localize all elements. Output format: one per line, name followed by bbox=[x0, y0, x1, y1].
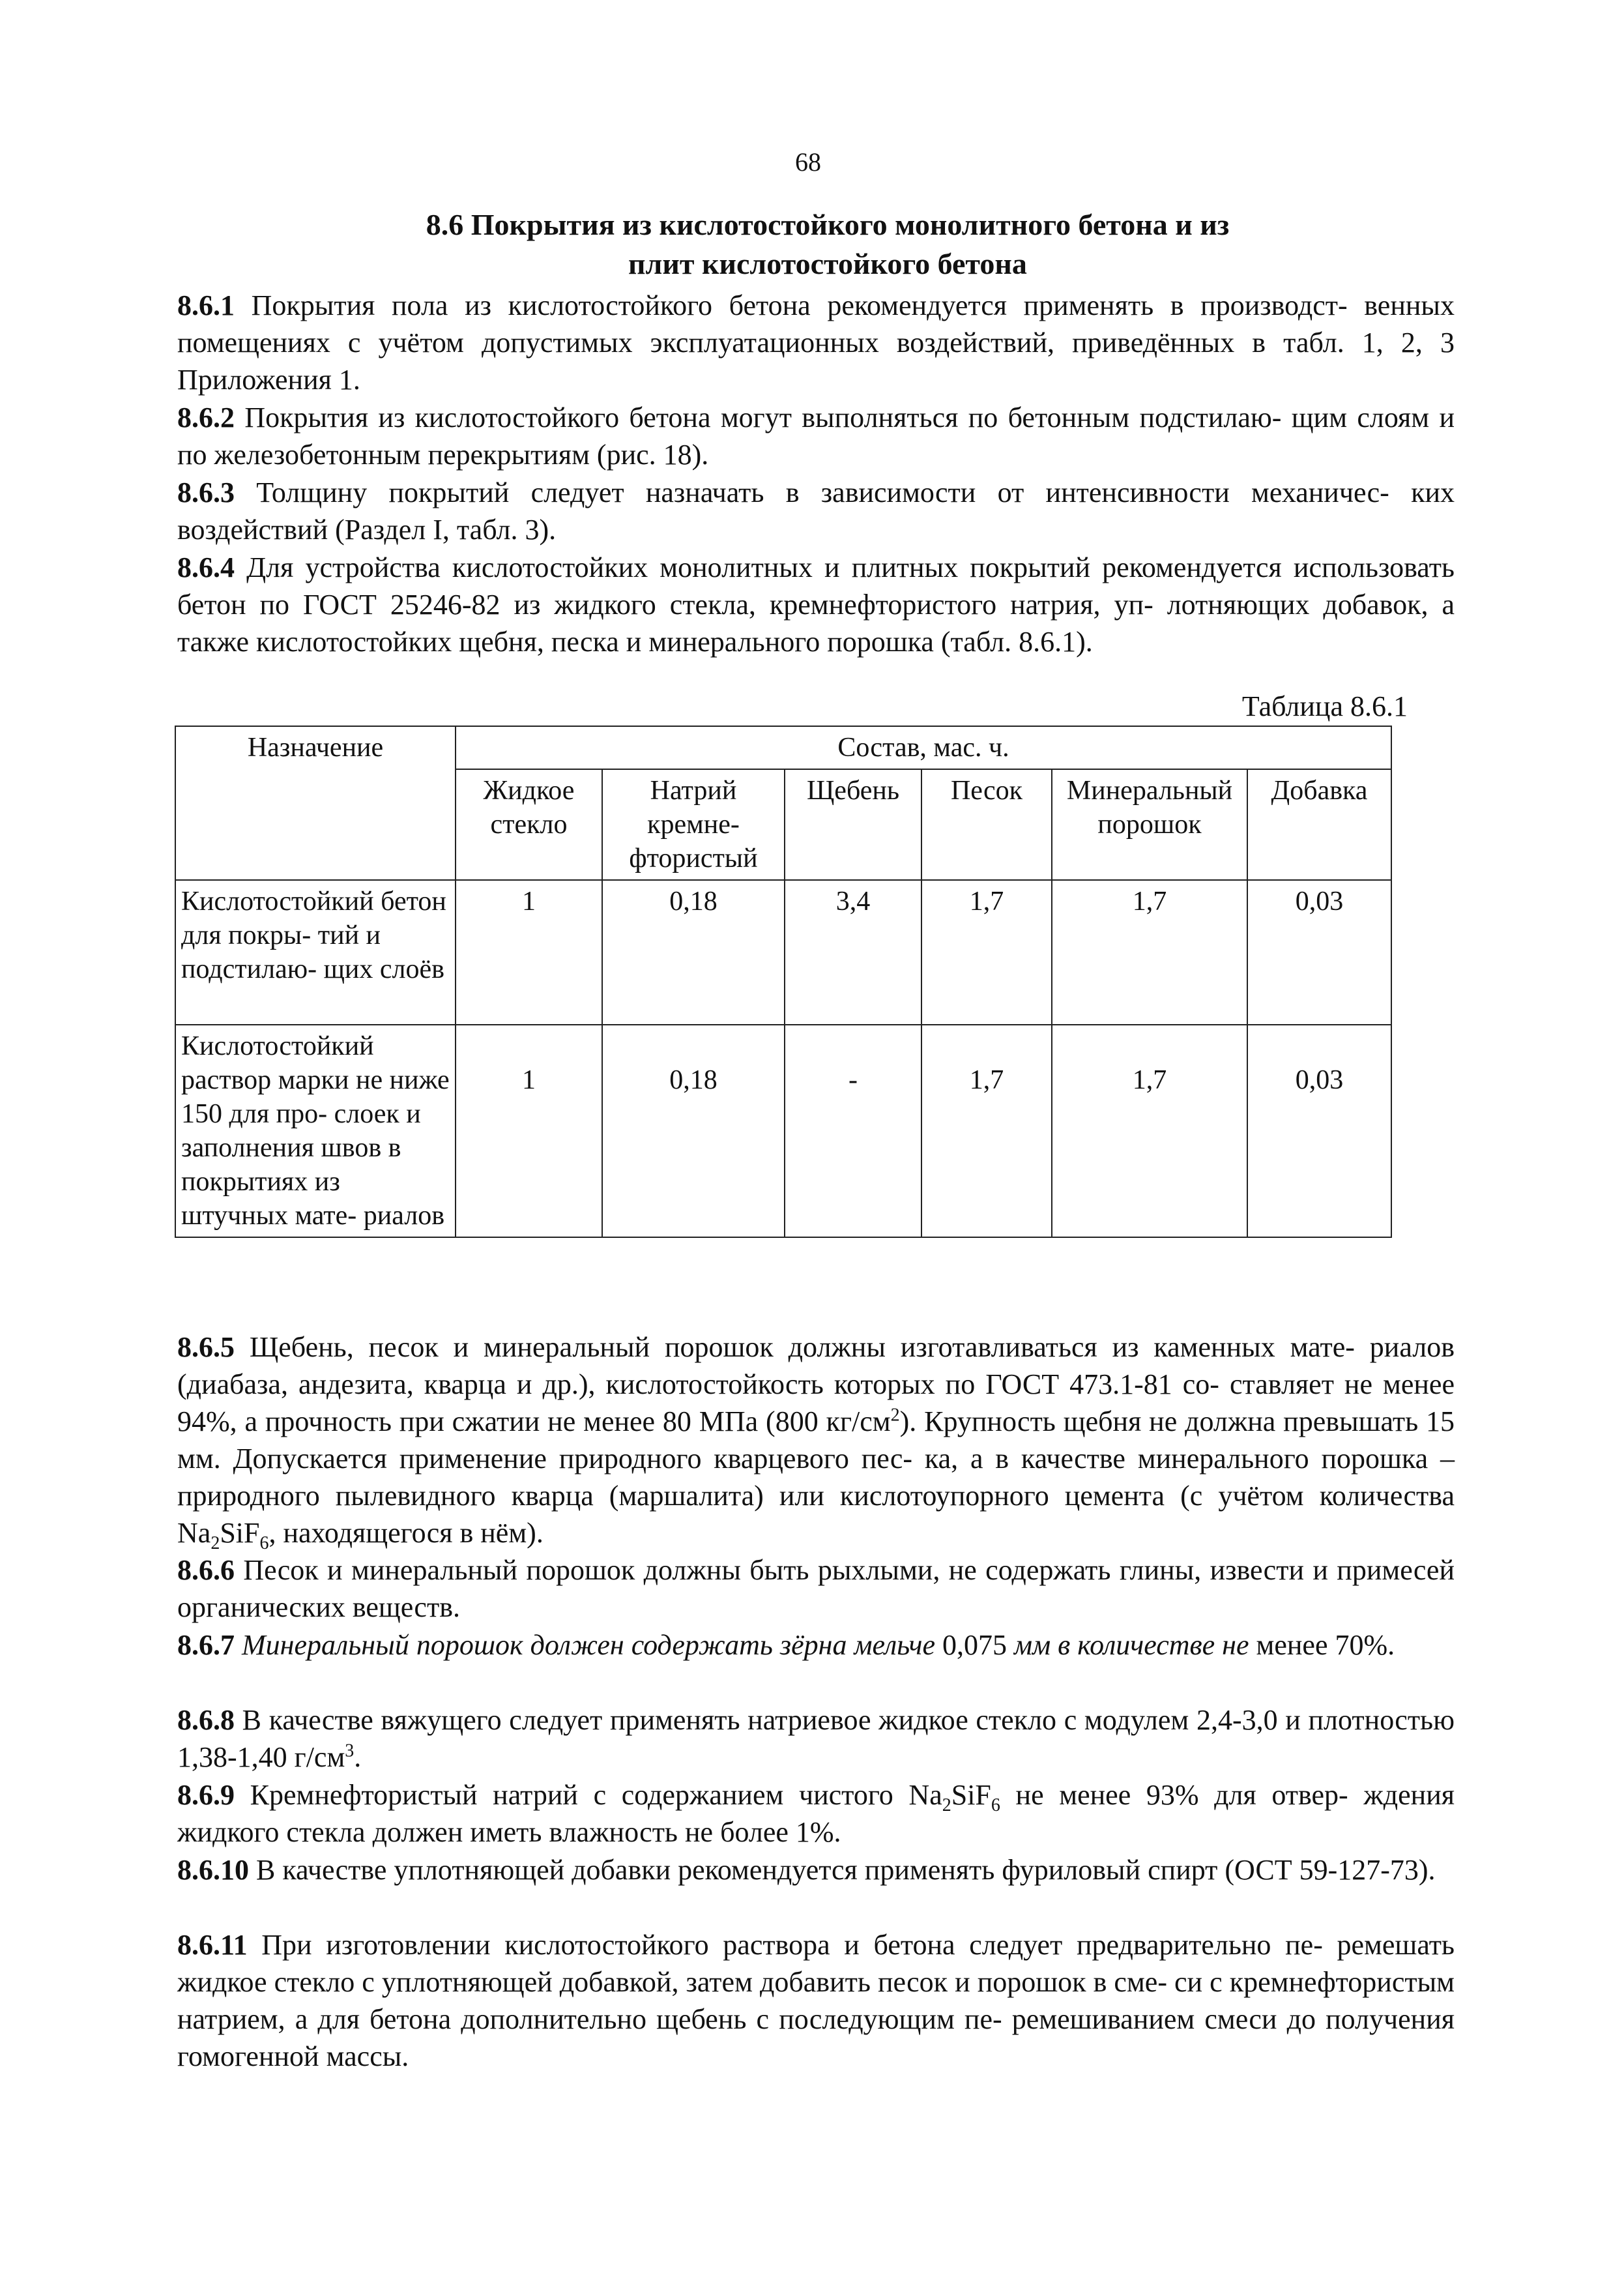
composition-table bbox=[175, 726, 1392, 1238]
cell-value: 1,7 bbox=[921, 1025, 1052, 1237]
header-sand: Песок bbox=[921, 769, 1052, 880]
paragraph-text: При изготовлении кислотостойкого раствора и бетона следует предварительно пе- ремешать жидкое стекло с уплотняющей добавкой, затем добавить песок и порошок в сме- си с кремнефтористым натрием, а для бетона дополнительно щебень с последующим пе- ремешиванием смеси до получения гомогенной массы. bbox=[177, 1929, 1455, 2072]
section-title-line-2: плит кислотостойкого бетона bbox=[628, 247, 1027, 280]
header-composition: Состав, мас. ч. bbox=[456, 726, 1391, 769]
paragraph-8-6-7: 8.6.7 Минеральный порошок должен содержать зёрна мельче 0,075 мм в количестве не менее 70%. bbox=[177, 1629, 1395, 1661]
row-purpose: Кислотостойкий бетон для покры- тий и подстилаю- щих слоёв bbox=[175, 880, 456, 1025]
header-sodium-fluorosilicate: Натрий кремне- фтористый bbox=[602, 769, 785, 880]
cell-value: 0,18 bbox=[602, 1025, 785, 1237]
cell-value: 1 bbox=[456, 1025, 602, 1237]
cell-value: - bbox=[785, 1025, 921, 1237]
paragraph-number: 8.6.3 bbox=[177, 477, 235, 508]
paragraph-8-6-8: 8.6.8 В качестве вяжущего следует применять натриевое жидкое стекло с модулем 2,4-3,0 и плотностью 1,38-1,40 $г/см^3$. bbox=[177, 1704, 1455, 1773]
paragraph-8-6-3 bbox=[177, 474, 1455, 548]
paragraph-8-6-10 bbox=[177, 1851, 1455, 1888]
paragraph-number: 8.6.10 bbox=[177, 1854, 249, 1886]
header-mineral-powder: Минеральный порошок bbox=[1052, 769, 1247, 880]
cell-value: 0,03 bbox=[1247, 880, 1391, 1025]
cell-value: 1,7 bbox=[1052, 1025, 1247, 1237]
table-row bbox=[175, 880, 1391, 1025]
header-crushed-stone: Щебень bbox=[785, 769, 921, 880]
paragraph-number: 8.6.11 bbox=[177, 1929, 248, 1961]
cell-value: 0,18 bbox=[602, 880, 785, 1025]
table-header-row bbox=[175, 726, 1391, 769]
header-liquid-glass: Жидкое стекло bbox=[456, 769, 602, 880]
paragraph-number: 8.6.2 bbox=[177, 402, 235, 433]
cell-value: 1 bbox=[456, 880, 602, 1025]
paragraph-text: Толщину покрытий следует назначать в зависимости от интенсивности механичес- ких воздействий (Раздел I, табл. 3). bbox=[177, 477, 1455, 546]
paragraph-text: Покрытия пола из кислотостойкого бетона рекомендуется применять в производст- венных помещениях с учётом допустимых эксплуатационных воздействий, приведённых в табл. 1, 2, 3 Приложения 1. bbox=[177, 289, 1455, 396]
paragraph-number: 8.6.8 bbox=[177, 1704, 235, 1736]
paragraph-text: Покрытия из кислотостойкого бетона могут выполняться по бетонным подстилаю- щим слоям и по железобетонным перекрытиям (рис. 18). bbox=[177, 402, 1455, 471]
paragraph-number: 8.6.4 bbox=[177, 551, 235, 583]
cell-value: 3,4 bbox=[785, 880, 921, 1025]
paragraph-8-6-2 bbox=[177, 399, 1455, 473]
section-title bbox=[169, 205, 1486, 284]
paragraph-text: Для устройства кислотостойких монолитных и плитных покрытий рекомендуется использовать бетон по ГОСТ 25246-82 из жидкого стекла, кремнефтористого натрия, уп- лотняющих добавок, а также кислотостойких щебня, песка и минерального порошка (табл. 8.6.1). bbox=[177, 551, 1455, 658]
paragraph-8-6-11 bbox=[177, 1926, 1455, 2075]
header-purpose: Назначение bbox=[175, 726, 456, 880]
table-caption: Таблица 8.6.1 bbox=[1241, 690, 1408, 722]
header-additive: Добавка bbox=[1247, 769, 1391, 880]
paragraph-8-6-9: 8.6.9 Кремнефтористый натрий с содержанием чистого $Na_2SiF_6$ не менее 93% для отвер- ждения жидкого стекла должен иметь влажность не более 1%. bbox=[177, 1779, 1455, 1848]
paragraph-text: В качестве уплотняющей добавки рекомендуется применять фуриловый спирт (ОСТ 59-127-73). bbox=[249, 1854, 1436, 1886]
cell-value: 1,7 bbox=[921, 880, 1052, 1025]
paragraph-number: 8.6.1 bbox=[177, 289, 235, 321]
cell-value: 1,7 bbox=[1052, 880, 1247, 1025]
paragraph-number: 8.6.9 bbox=[177, 1779, 235, 1811]
paragraph-8-6-1 bbox=[177, 287, 1455, 398]
row-purpose: Кислотостойкий раствор марки не ниже 150 для про- слоек и заполнения швов в покрытиях из штучных мате- риалов bbox=[175, 1025, 456, 1237]
table-row bbox=[175, 1025, 1391, 1237]
paragraph-8-6-5: 8.6.5 Щебень, песок и минеральный порошок должны изготавливаться из каменных мате- риалов (диабаза, андезита, кварца и др.), кислотостойкость которых по ГОСТ 473.1-81 со- ставляет не менее 94%, а прочность при сжатии не менее 80 МПа (800 $кг/см^2$). Крупность щебня не должна превышать 15 мм. Допускается применение природного кварцевого пес- ка, а в качестве минерального порошка – природного пылевидного кварца (маршалита) или кислотоупорного цемента (с учётом количества $Na_2SiF_6$, находящегося в нём). bbox=[177, 1331, 1455, 1553]
paragraph-number: 8.6.5 bbox=[177, 1331, 235, 1363]
paragraph-8-6-4 bbox=[177, 549, 1455, 660]
paragraph-number: 8.6.6 bbox=[177, 1554, 235, 1586]
paragraph-number: 8.6.7 bbox=[177, 1629, 235, 1661]
cell-value: 0,03 bbox=[1247, 1025, 1391, 1237]
section-title-line-1: 8.6 Покрытия из кислотостойкого монолитного бетона и из bbox=[426, 208, 1230, 241]
paragraph-text: Песок и минеральный порошок должны быть рыхлыми, не содержать глины, извести и примесей органических веществ. bbox=[177, 1554, 1455, 1623]
paragraph-8-6-6 bbox=[177, 1551, 1455, 1626]
page-number: 68 bbox=[795, 147, 821, 177]
